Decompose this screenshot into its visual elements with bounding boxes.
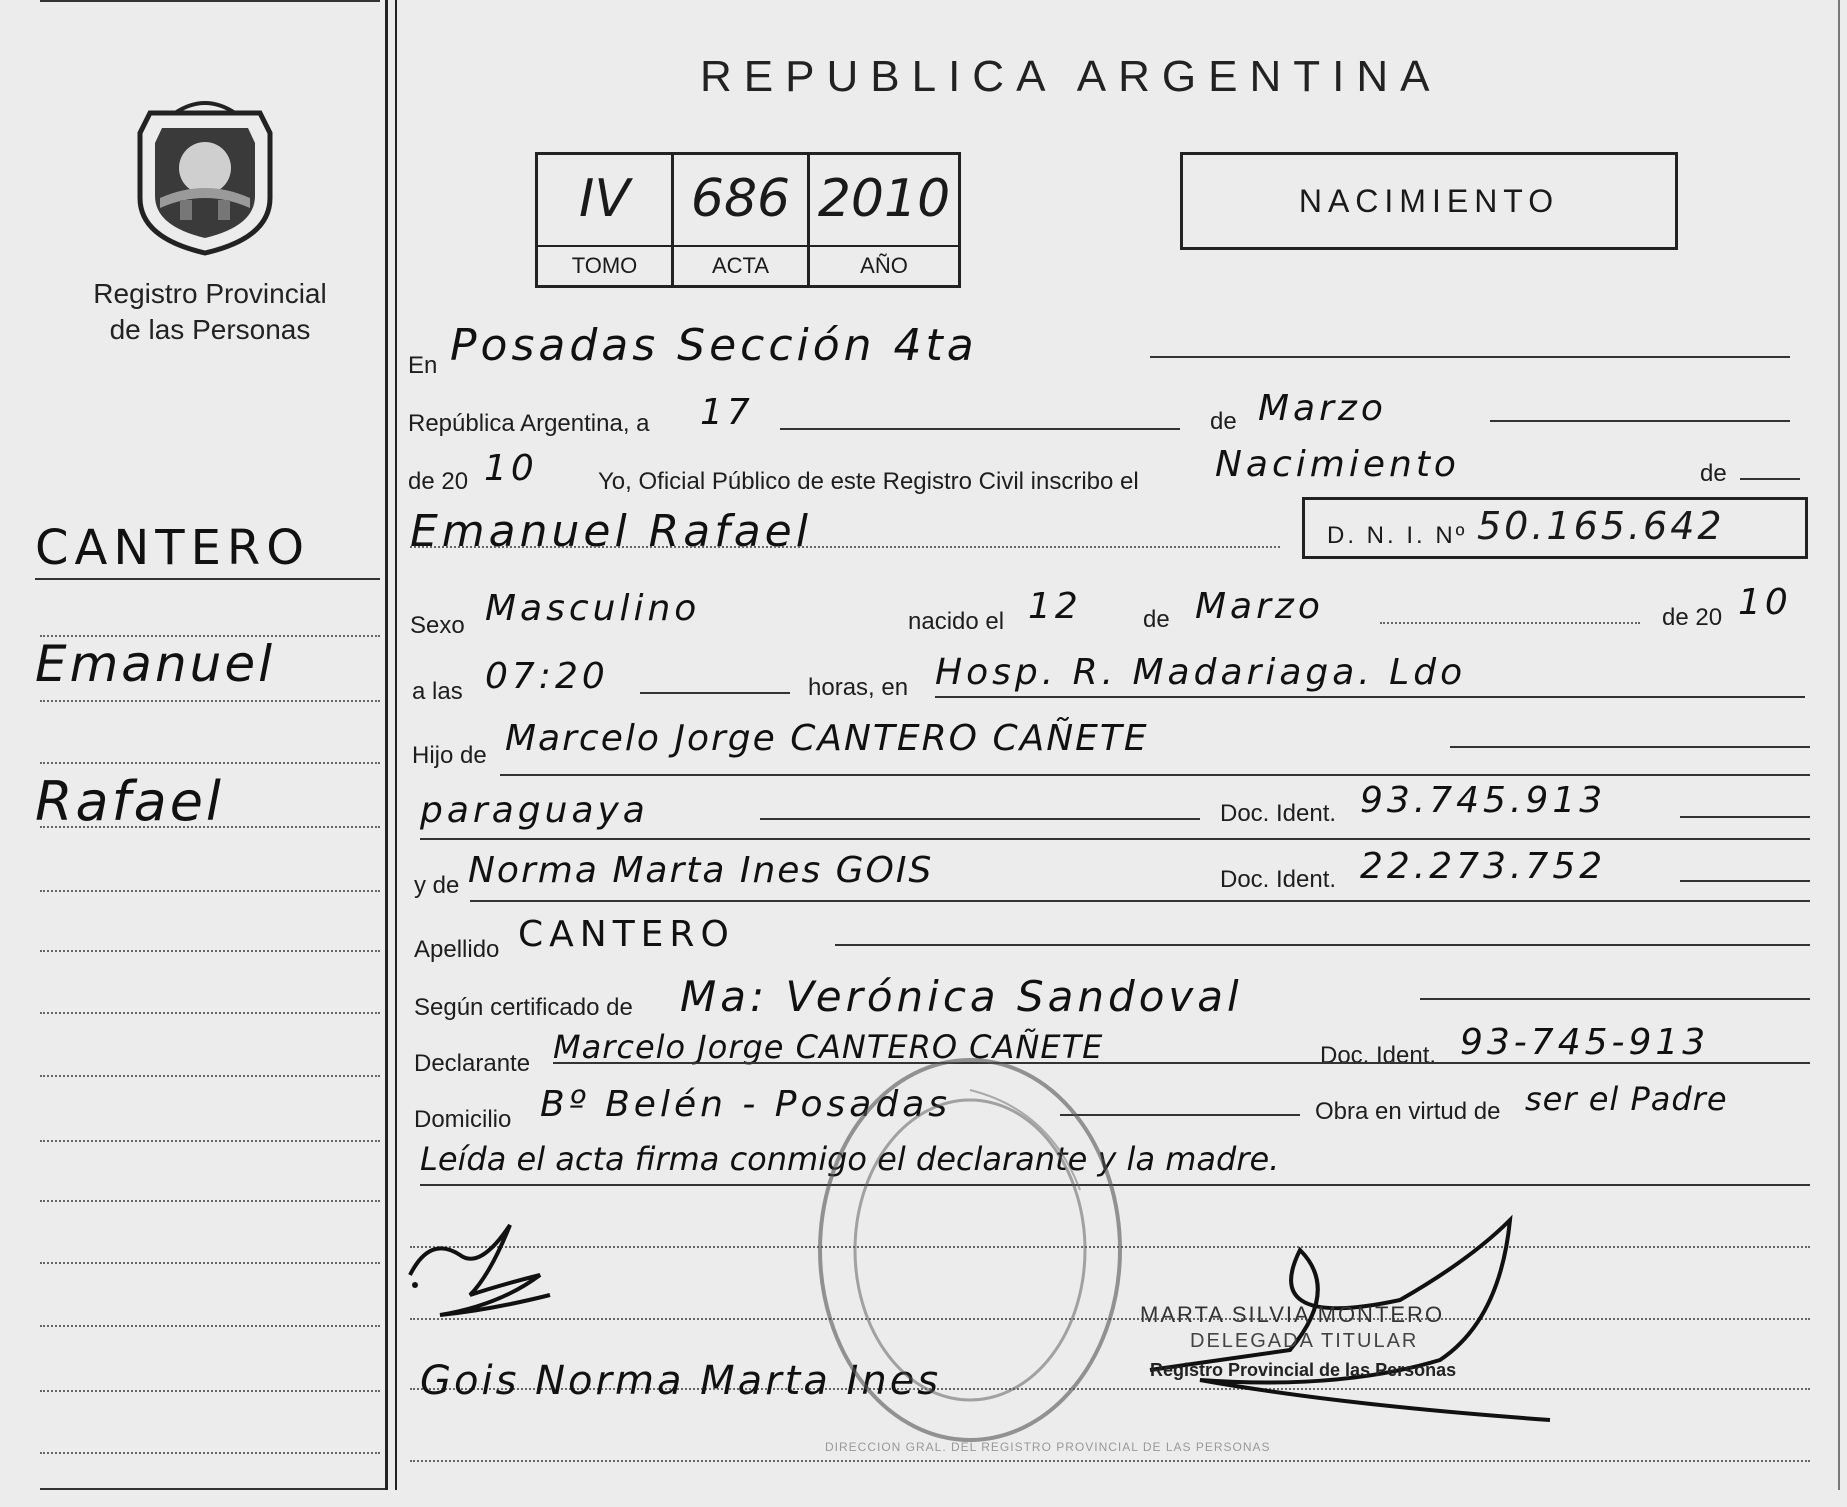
father-underline [500,774,1810,776]
apellido-label: Apellido [414,936,500,963]
margin-dotted-line [40,1390,380,1392]
hour-value: 07:20 [485,656,609,697]
top-rule [40,0,380,2]
birth-month-line [1380,622,1640,624]
margin-dotted-line [40,890,380,892]
father-line [1450,746,1810,748]
apellido-value: CANTERO [518,914,735,955]
certificado-value: Ma: Verónica Sandoval [680,972,1243,1021]
place-value: Hosp. R. Madariaga. Ldo [935,652,1467,693]
child-name-value: Emanuel Rafael [410,506,812,557]
declarante-label: Declarante [414,1050,531,1077]
mother-signature: Gois Norma Marta Ines [420,1358,942,1404]
margin-dotted-line [40,1200,380,1202]
father-value: Marcelo Jorge CANTERO CAÑETE [505,718,1149,759]
margin-dotted-line [40,1325,380,1327]
registry-number-table [535,152,961,288]
dni-box [1302,497,1808,559]
country-title: REPUBLICA ARGENTINA [700,52,1442,101]
day-line [780,428,1180,430]
domicilio-label: Domicilio [414,1106,512,1133]
margin-surname: CANTERO [35,520,311,576]
mother-doc-line [1680,880,1810,882]
year-suffix-value: 10 [484,448,538,489]
birth-day-value: 12 [1028,586,1082,627]
de-label: de [1210,408,1237,435]
tomo-cell [538,155,674,285]
anio-cell [810,155,958,285]
declarante-doc-label: Doc. Ident. [1320,1042,1437,1069]
margin-dotted-line [40,1262,380,1264]
signer-role: DELEGADA TITULAR [1190,1330,1419,1352]
hour-line [640,692,790,694]
leida-text: Leída el acta firma conmigo el declarante y la madre. [420,1140,1280,1178]
de-label-3: de [1143,606,1170,633]
father-nationality-value: paraguaya [420,790,649,831]
hijo-label: Hijo de [412,742,487,769]
nationality-line [760,818,1200,820]
declarant-signature [400,1215,580,1335]
record-type-box: NACIMIENTO [1180,152,1678,250]
de-label-2: de [1700,460,1727,487]
anio-value: 2010 [817,169,951,229]
registry-organization-name [40,276,380,348]
provincial-seal [120,88,290,258]
en-value: Posadas Sección 4ta [450,320,978,371]
certificado-line [1420,998,1810,1000]
margin-dotted-line [40,762,380,764]
margin-second-name: Rafael [35,770,224,833]
margin-surname-line [35,578,380,580]
margin-dotted-line [40,1452,380,1454]
segun-label: Según certificado de [414,994,633,1021]
birth-year-suffix: 10 [1738,582,1792,623]
father-doc-line [1680,816,1810,818]
anio-label: AÑO [810,245,958,285]
father-doc-label: Doc. Ident. [1220,800,1337,827]
acta-value: 686 [690,169,791,229]
acta-label: ACTA [674,245,807,285]
mother-doc-value: 22.273.752 [1360,846,1607,887]
yde-label: y de [414,872,460,899]
mother-value: Norma Marta Ines GOIS [468,850,934,891]
left-margin-line [385,0,388,1490]
signer-name: MARTA SILVIA MONTERO [1140,1302,1445,1327]
obra-value: ser el Padre [1525,1080,1728,1118]
month-line [1490,420,1790,422]
org-line-2: de las Personas [109,314,311,345]
republica-label: República Argentina, a [408,410,650,437]
margin-dotted-line [40,1075,380,1077]
declarante-underline [553,1062,1810,1064]
de-line [1740,478,1800,480]
day-value: 17 [700,392,754,433]
margin-dotted-line [40,1012,380,1014]
margin-dotted-line [40,635,380,637]
signer-office: Registro Provincial de las Personas [1150,1360,1457,1380]
alas-label: a las [412,678,463,705]
bottom-rule [40,1488,385,1490]
tomo-label: TOMO [538,245,671,285]
org-line-1: Registro Provincial [93,278,327,309]
margin-dotted-line [40,700,380,702]
father-doc-value: 93.745.913 [1360,780,1607,821]
official-stamp [810,1050,1130,1450]
child-name-line [410,546,1280,548]
obra-label: Obra en virtud de [1315,1098,1501,1125]
acta-cell [674,155,810,285]
month-value: Marzo [1258,388,1387,429]
right-margin-line [1838,0,1840,1490]
apellido-line [835,944,1810,946]
margin-dotted-line [40,1140,380,1142]
mother-underline [470,900,1810,902]
content-left-line [395,0,397,1490]
tomo-value: IV [579,169,630,229]
yo-text: Yo, Oficial Público de este Registro Civil inscribo el [598,468,1139,495]
sign-dotted-line [410,1460,1810,1462]
stamp-text: DIRECCION GRAL. DEL REGISTRO PROVINCIAL DE LAS PERSONAS [825,1440,1271,1454]
inscribo-value: Nacimiento [1215,444,1460,485]
sexo-label: Sexo [410,612,465,639]
nacido-label: nacido el [908,608,1005,635]
declarante-doc-value: 93-745-913 [1460,1022,1710,1063]
birth-year-prefix: de 20 [1662,604,1723,631]
en-label: En [408,352,438,379]
birth-month-value: Marzo [1195,586,1324,627]
horas-label: horas, en [808,674,909,701]
mother-doc-label: Doc. Ident. [1220,866,1337,893]
place-line [935,696,1805,698]
en-line [1150,356,1790,358]
domicilio-value: Bº Belén - Posadas [540,1084,952,1125]
dni-label: D. N. I. Nº [1327,522,1468,549]
margin-dotted-line [40,950,380,952]
declarante-value: Marcelo Jorge CANTERO CAÑETE [553,1028,1104,1066]
dni-value: 50.165.642 [1477,504,1725,548]
year-prefix-label: de 20 [408,468,469,495]
margin-dotted-line [40,826,380,828]
sexo-value: Masculino [485,588,701,629]
father-doc-underline [420,838,1810,840]
margin-first-name: Emanuel [35,635,275,693]
